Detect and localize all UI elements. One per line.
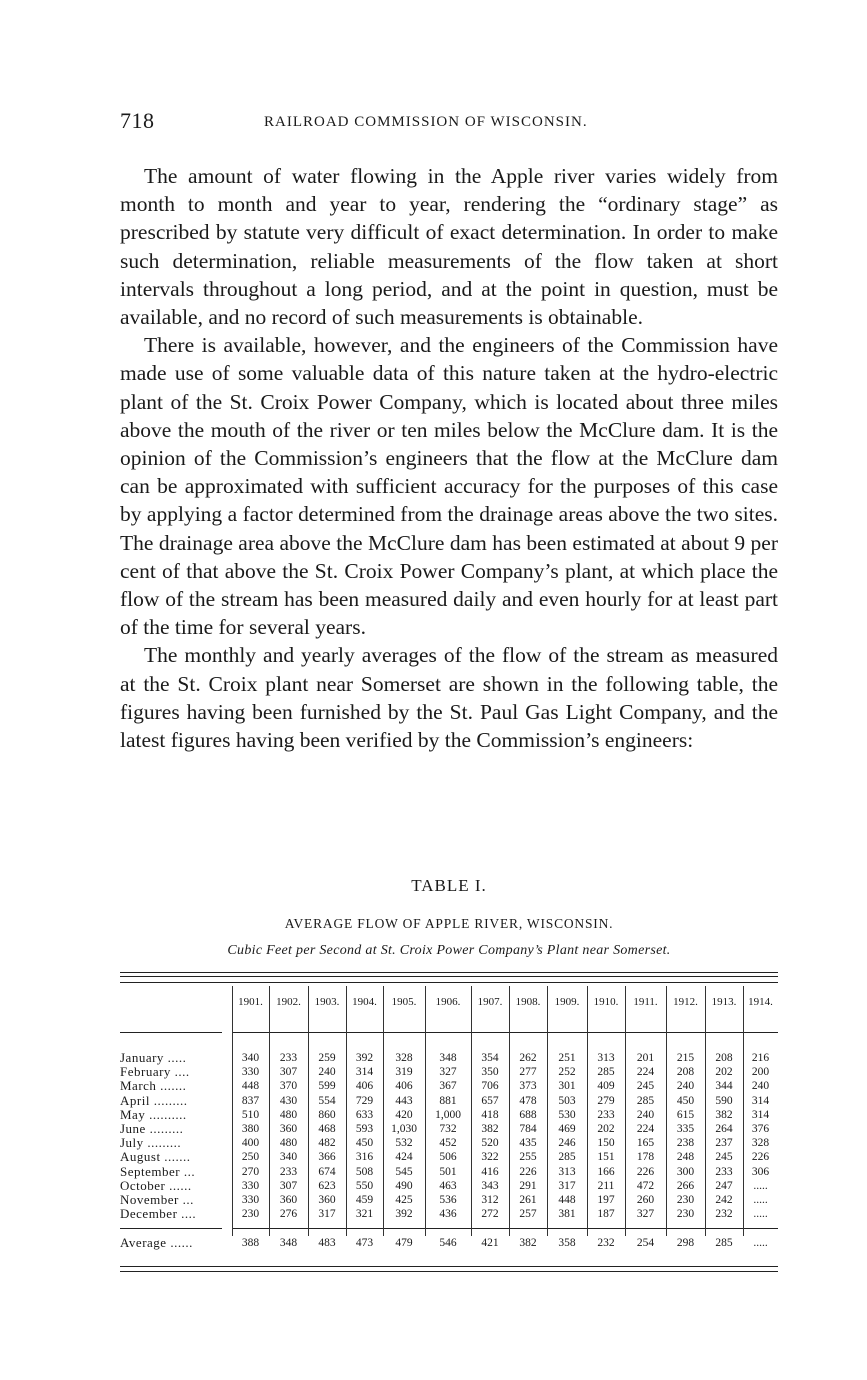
year-header: 1908. [515,996,541,1008]
table-cell: 392 [355,1052,374,1064]
table-cell: 463 [439,1179,457,1192]
table-cell: 233 [279,1165,298,1178]
table-cell: 306 [751,1165,770,1178]
year-header: 1914. [748,996,773,1008]
year-header: 1901. [238,996,263,1008]
table-cell: 784 [519,1123,537,1135]
table-cell: 251 [558,1052,576,1064]
table-cell: 254 [636,1237,655,1249]
table-cell: 674 [318,1165,336,1178]
table-cell: 233 [597,1108,615,1121]
table-cell: 340 [241,1052,260,1064]
table-cell: ..... [753,1208,768,1221]
year-header: 1913. [711,996,737,1008]
table-cell: 657 [481,1094,499,1107]
table-cell: 425 [395,1194,413,1206]
table-cell: 348 [439,1052,457,1064]
table-cell: 312 [481,1194,499,1206]
table-cell: 459 [355,1194,374,1206]
table-subtitle: AVERAGE FLOW OF APPLE RIVER, WISCONSIN. [284,916,614,931]
row-label: March ....... [120,1078,187,1094]
table-cell: 328 [751,1137,770,1150]
table-cell: 501 [439,1165,457,1178]
table-cell: 257 [519,1208,537,1221]
table-cell: 216 [751,1052,770,1064]
row-label: June ......... [120,1121,184,1136]
year-header: 1905. [391,996,417,1008]
table-cell: 233 [279,1052,298,1064]
table-cell: 450 [676,1094,695,1107]
table-cell: 226 [519,1165,537,1178]
table-row [120,1094,778,1108]
table-cell: 322 [481,1151,499,1164]
running-head: RAILROAD COMMISSION OF WISCONSIN. [264,114,588,130]
table-cell: 215 [676,1052,695,1064]
table-cell: 230 [676,1208,695,1221]
year-header: 1909. [554,996,580,1008]
table-cell: 483 [318,1237,336,1249]
table-cell: 418 [481,1108,499,1121]
table-cell: 226 [636,1165,655,1178]
paragraph: The monthly and yearly averages of the flow of the stream as measured at the St. Croix plant near Somerset are shown in the following table, the figures having been furnished by the St. Paul Gas Light Company, and the latest figures having been verified by the Commission’s engineers: [120,643,778,753]
table-top-rule [120,976,778,977]
table-cell: 436 [439,1208,457,1221]
table-cell: 1,030 [391,1123,417,1135]
table-row [120,1108,778,1122]
table-row [120,1179,778,1193]
table-cell: 319 [395,1066,413,1079]
table-cell: 255 [519,1151,537,1164]
table-cell: 250 [241,1151,260,1164]
row-label: May .......... [120,1106,187,1122]
table-cell: 344 [715,1080,733,1093]
table-cell: 480 [279,1137,298,1150]
table-cell: 435 [519,1137,537,1150]
table-cell: 473 [355,1237,374,1249]
table-cell: 330 [241,1179,260,1192]
table-cell: 421 [481,1237,499,1249]
year-header: 1906. [435,996,461,1008]
table-cell: 360 [279,1123,298,1135]
table-cell: 208 [715,1052,733,1064]
table-cell: 285 [715,1237,733,1249]
table-cell: 370 [279,1080,298,1093]
table-cell: 313 [558,1165,576,1178]
average-rule [120,1228,222,1229]
table-cell: 260 [636,1194,655,1206]
table-cell: 506 [439,1151,457,1164]
row-label: December .... [120,1206,197,1222]
page-header [120,108,780,138]
table-cell: 409 [597,1080,615,1093]
table-cell: 554 [318,1094,336,1107]
row-label: July ......... [120,1135,182,1151]
table-cell: 424 [395,1151,413,1164]
table-cell: 208 [676,1066,695,1079]
table-cell: 837 [241,1094,260,1107]
table-cell: 881 [439,1094,457,1107]
table-cell: 200 [751,1066,770,1079]
table-row [120,1122,778,1136]
table-cell: 688 [519,1108,537,1121]
table-cell: 729 [355,1094,374,1107]
row-label: January ..... [120,1050,187,1065]
table-row [120,1136,778,1150]
table-cell: 335 [676,1123,695,1135]
table-cell: 420 [395,1108,413,1121]
table-cell: 224 [636,1123,655,1135]
table-cell: 240 [751,1080,770,1093]
table-cell: 732 [439,1123,457,1135]
table-cell: 503 [558,1094,576,1107]
table-cell: 360 [318,1194,336,1206]
table-cell: 240 [636,1108,655,1121]
table-cell: 226 [751,1151,770,1164]
table-cell: 490 [395,1179,413,1192]
table-top-rule [120,982,778,983]
table-cell: 252 [558,1066,576,1079]
table-cell: 348 [279,1237,298,1249]
table-cell: 313 [597,1052,615,1064]
table-bottom-rule [120,1266,778,1267]
table-row [120,1065,778,1079]
table-cell: 388 [241,1237,260,1249]
table-cell: 450 [355,1137,374,1150]
table-cell: 479 [395,1237,413,1249]
table-cell: 266 [676,1179,695,1192]
table-cell: 590 [715,1094,733,1107]
table-cell: 242 [715,1194,733,1206]
table-title: TABLE I. [411,876,487,895]
row-label: Average ...... [120,1235,193,1250]
header-rule [232,1032,778,1033]
table-cell: 593 [355,1123,374,1135]
row-label: February .... [120,1064,190,1080]
table-cell: 247 [715,1179,733,1192]
paragraph: The amount of water flowing in the Apple river varies widely from month to month and year to year, rendering the “ordinary stage” as prescribed by statute very difficult of exact determination. In order to make such determination, reliable measurements of the flow taken at short intervals throughout a long period, and at the point in question, must be available, and no record of such measurements is obtainable. [120,164,778,330]
table-cell: 382 [715,1108,733,1121]
table-cell: 330 [241,1194,260,1206]
table-row [120,1079,778,1093]
table-cell: 307 [279,1066,298,1079]
table-cell: 381 [558,1208,576,1221]
table-row [120,1165,778,1179]
table-cell: 314 [751,1108,770,1121]
table-cell: 392 [395,1208,413,1221]
table-cell: 615 [676,1108,695,1121]
table-cell: 382 [481,1123,499,1135]
table-cell: 633 [355,1108,374,1121]
table-cell: 233 [715,1165,733,1178]
table-cell: 480 [279,1108,298,1121]
table-cell: 211 [597,1179,615,1192]
table-cell: 245 [636,1080,655,1093]
table-cell: 328 [395,1052,413,1064]
table-cell: 300 [676,1165,695,1178]
table-cell: ..... [753,1194,768,1206]
table-cell: 510 [241,1108,260,1121]
table-row [120,1193,778,1207]
table-cell: 327 [636,1208,655,1221]
table-cell: 248 [676,1151,695,1164]
year-header: 1912. [673,996,698,1008]
table-cell: 276 [279,1208,298,1221]
table-cell: 279 [597,1094,615,1107]
table-cell: 536 [439,1194,457,1206]
table-cell: 202 [715,1066,733,1079]
table-cell: 530 [558,1108,576,1121]
row-label: November ... [120,1192,194,1207]
table-cell: 1,000 [435,1108,461,1121]
table-cell: 623 [318,1179,336,1192]
table-cell: 317 [318,1208,336,1221]
year-header: 1903. [314,996,340,1008]
table-cell: 599 [318,1080,336,1093]
table-row [120,1207,778,1221]
table-row [120,1051,778,1065]
table-bottom-rule [120,1271,778,1272]
table-cell: 314 [355,1066,374,1079]
table-cell: 430 [279,1094,298,1107]
table-cell: 262 [519,1052,537,1064]
table-cell: 261 [519,1194,537,1206]
table-cell: 237 [715,1137,733,1150]
table-cell: 327 [439,1066,457,1079]
header-rule [120,1032,222,1033]
table-cell: 321 [355,1208,374,1221]
table-cell: 469 [558,1123,576,1135]
table-cell: 478 [519,1094,537,1107]
table-cell: 354 [481,1052,499,1064]
table-cell: 468 [318,1123,336,1135]
table-caption: Cubic Feet per Second at St. Croix Power Company’s Plant near Somerset. [227,943,671,958]
table-cell: 298 [676,1237,695,1249]
table-cell: 508 [355,1165,374,1178]
table-cell: 178 [636,1151,655,1164]
table-cell: 382 [519,1237,537,1249]
table-cell: 343 [481,1179,499,1192]
table-cell: 376 [751,1123,770,1135]
table-cell: 373 [519,1080,537,1093]
table-cell: 277 [519,1066,537,1079]
table-cell: 550 [355,1179,374,1192]
table-cell: 366 [318,1151,336,1164]
table-cell: 360 [279,1194,298,1206]
table-cell: 151 [597,1151,615,1164]
table-cell: 240 [676,1080,695,1093]
table-cell: 165 [636,1137,655,1150]
table-cell: 285 [597,1066,615,1079]
table-cell: 259 [318,1052,336,1064]
row-label: September ... [120,1163,196,1179]
year-header: 1904. [352,996,377,1008]
table-cell: 545 [395,1165,413,1178]
flow-table [120,970,778,1276]
table-cell: 520 [481,1137,499,1150]
table-cell: 416 [481,1165,499,1178]
table-cell: 706 [481,1080,499,1093]
row-label: October ...... [120,1177,192,1193]
page-number: 718 [120,108,155,133]
table-cell: 270 [241,1165,260,1178]
table-cell: 301 [558,1080,576,1093]
table-cell: 406 [355,1080,374,1093]
table-cell: 187 [597,1208,615,1221]
table-cell: 472 [636,1179,655,1192]
table-cell: 291 [519,1179,537,1192]
average-row [120,1236,778,1250]
table-cell: 340 [279,1151,298,1164]
table-cell: 317 [558,1179,576,1192]
row-label: August ....... [120,1149,191,1165]
row-label: April ......... [120,1092,188,1108]
year-header: 1907. [477,996,503,1008]
table-cell: 202 [597,1123,615,1135]
table-cell: 245 [715,1151,733,1164]
table-cell: 201 [636,1052,655,1064]
year-header: 1911. [633,996,658,1008]
table-cell: 350 [481,1066,499,1079]
table-cell: 197 [597,1194,615,1206]
table-cell: 150 [597,1137,615,1150]
table-cell: 532 [395,1137,413,1150]
table-cell: 232 [715,1208,733,1221]
table-cell: 482 [318,1137,336,1150]
table-cell: 443 [395,1094,413,1107]
table-cell: 358 [558,1237,576,1249]
table-cell: 330 [241,1066,260,1079]
table-cell: 230 [676,1194,695,1206]
table-cell: 316 [355,1151,374,1164]
table-cell: 314 [751,1094,770,1107]
table-cell: 400 [241,1137,260,1150]
table-cell: 546 [439,1237,457,1249]
table-cell: 307 [279,1179,298,1192]
average-rule [232,1228,778,1229]
table-cell: 448 [558,1194,576,1206]
table-cell: ..... [753,1237,768,1249]
body-text [120,162,778,754]
table-cell: 230 [241,1208,260,1221]
table-top-rule [120,972,778,973]
paragraph: There is available, however, and the engineers of the Commission have made use of some valuable data of this nature taken at the hydro-electric plant of the St. Croix Power Company, which is located about three miles above the mouth of the river or ten miles below the McClure dam. It is the opinion of the Commission’s engineers that the flow at the McClure dam can be approximated with sufficient accuracy for the purposes of this case by applying a factor determined from the drainage areas above the two sites. The drainage area above the McClure dam has been estimated at about 9 per cent of that above the St. Croix Power Company’s plant, at which place the flow of the stream has been measured daily and even hourly for at least part of the time for several years. [120,333,778,640]
table-row [120,1150,778,1164]
table-cell: 285 [558,1151,576,1164]
table-cell: 166 [597,1165,615,1178]
table-cell: 246 [558,1137,576,1150]
table-cell: 406 [395,1080,413,1093]
table-cell: 264 [715,1123,733,1135]
table-cell: 367 [439,1080,457,1093]
year-header: 1902. [276,996,301,1008]
table-cell: 224 [636,1066,655,1079]
table-cell: 272 [481,1208,499,1221]
table-cell: 860 [318,1108,336,1121]
table-cell: 240 [318,1066,336,1079]
table-cell: ..... [753,1179,768,1192]
table-cell: 380 [241,1123,260,1135]
year-header: 1910. [593,996,619,1008]
table-cell: 238 [676,1137,695,1150]
table-cell: 232 [597,1237,615,1249]
table-cell: 452 [439,1137,457,1150]
table-cell: 448 [241,1080,260,1093]
table-cell: 285 [636,1094,655,1107]
